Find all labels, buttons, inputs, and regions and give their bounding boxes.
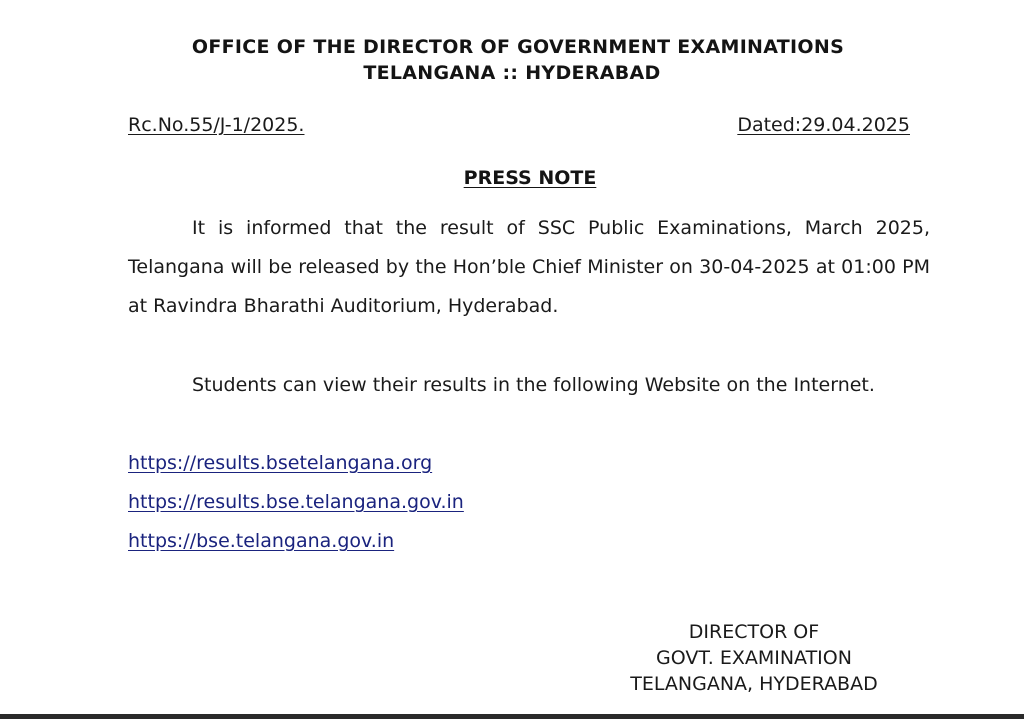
bse-telangana-gov-link[interactable]: https://bse.telangana.gov.in (128, 530, 395, 552)
signatory-location: TELANGANA, HYDERABAD (630, 673, 878, 695)
page-title: PRESS NOTE (463, 167, 597, 189)
office-title: OFFICE OF THE DIRECTOR OF GOVERNMENT EXAMINATIONS (191, 36, 845, 58)
result-announcement-paragraph (128, 209, 930, 326)
signatory-title: DIRECTOR OF (688, 621, 820, 643)
document-date: Dated:29.04.2025 (737, 114, 910, 136)
reference-number: Rc.No.55/J-1/2025. (128, 114, 305, 136)
website-info-paragraph (128, 366, 930, 405)
results-link-bsetelangana-org[interactable]: https://results.bsetelangana.org (128, 452, 433, 474)
results-link-bse-telangana-gov[interactable]: https://results.bse.telangana.gov.in (128, 491, 464, 513)
signatory-department: GOVT. EXAMINATION (656, 647, 852, 669)
website-info-text: Students can view their results in the following Website on the Internet. (192, 374, 875, 396)
office-location: TELANGANA :: HYDERABAD (363, 62, 661, 84)
result-announcement-text: It is informed that the result of SSC Public Examinations, March 2025, Telangana will be released by the Hon’ble Chief Minister on 30-04-2025 at 01:00 PM at Ravindra Bharathi Auditorium, Hyderabad. (128, 217, 930, 317)
bottom-border (0, 714, 1024, 719)
